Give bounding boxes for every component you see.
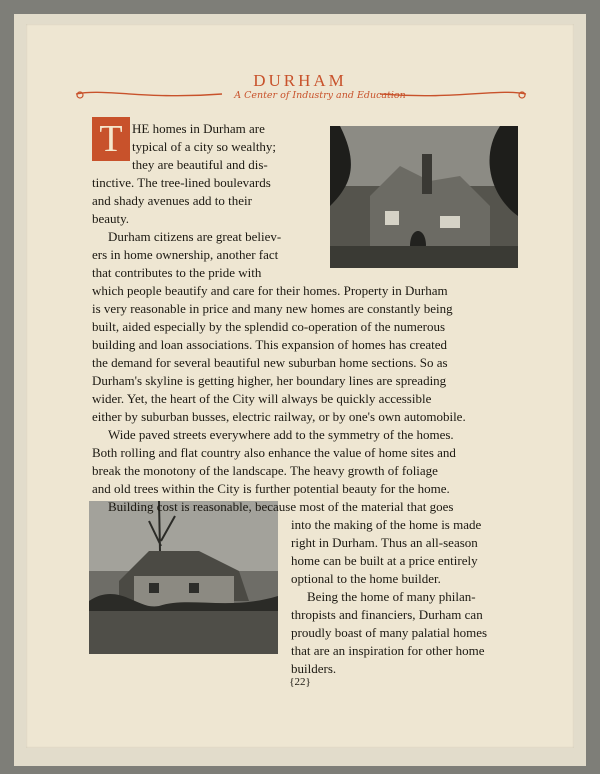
text-line: tinctive. The tree-lined boulevards <box>92 175 271 190</box>
text-line: ers in home ownership, another fact <box>92 247 279 262</box>
text-line: and old trees within the City is further potential beauty for the home. <box>92 481 450 496</box>
text-line: that contributes to the pride with <box>92 265 262 280</box>
text-line: is very reasonable in price and many new homes are constantly being <box>92 301 453 316</box>
text-line: and shady avenues add to their <box>92 193 252 208</box>
text-line: the demand for several beautiful new suburban home sections. So as <box>92 355 448 370</box>
text-line: which people beautify and care for their homes. Property in Durham <box>92 283 448 298</box>
page-number-value: 22 <box>294 676 306 688</box>
text-line: home can be built at a price entirely <box>291 553 478 568</box>
text-line: Durham's skyline is getting higher, her boundary lines are spreading <box>92 373 447 388</box>
page-number-left-ornament: { <box>289 676 295 688</box>
text-line: that are an inspiration for other home <box>291 643 485 658</box>
page-number-right-ornament: } <box>305 676 311 688</box>
text-line: Both rolling and flat country also enhance the value of home sites and <box>92 445 456 460</box>
right-swash-ornament <box>378 86 528 102</box>
text-line: wider. Yet, the heart of the City will always be quickly accessible <box>92 391 432 406</box>
text-line: beauty. <box>92 211 130 226</box>
text-line: thropists and financiers, Durham can <box>291 607 483 622</box>
house-photo-top <box>330 126 518 268</box>
text-line: right in Durham. Thus an all-season <box>291 535 478 550</box>
text-line: built, aided especially by the splendid co-operation of the numerous <box>92 319 446 334</box>
page-number <box>0 676 600 688</box>
text-line: building and loan associations. This expansion of homes has created <box>92 337 448 352</box>
header-title: DURHAM <box>253 71 347 90</box>
text-line: Wide paved streets everywhere add to the symmetry of the homes. <box>108 427 454 442</box>
text-line: they are beautiful and dis- <box>132 157 268 172</box>
text-line: HE homes in Durham are <box>132 121 265 136</box>
text-line: Building cost is reasonable, because most of the material that goes <box>108 499 454 514</box>
text-line: Durham citizens are great believ- <box>108 229 282 244</box>
house-photo-bottom <box>89 501 278 654</box>
header-subtitle: A Center of Industry and Education <box>234 90 406 101</box>
text-line: optional to the home builder. <box>291 571 441 586</box>
text-line: builders. <box>291 661 337 676</box>
text-line: into the making of the home is made <box>291 517 482 532</box>
text-line: typical of a city so wealthy; <box>132 139 277 154</box>
left-swash-ornament <box>74 86 224 102</box>
text-line: either by suburban busses, electric railway, or by one's own automobile. <box>92 409 466 424</box>
text-line: break the monotony of the landscape. The heavy growth of foliage <box>92 463 438 478</box>
text-line: proudly boast of many palatial homes <box>291 625 488 640</box>
drop-cap-letter: T <box>92 117 130 161</box>
text-line: Being the home of many philan- <box>307 589 476 604</box>
